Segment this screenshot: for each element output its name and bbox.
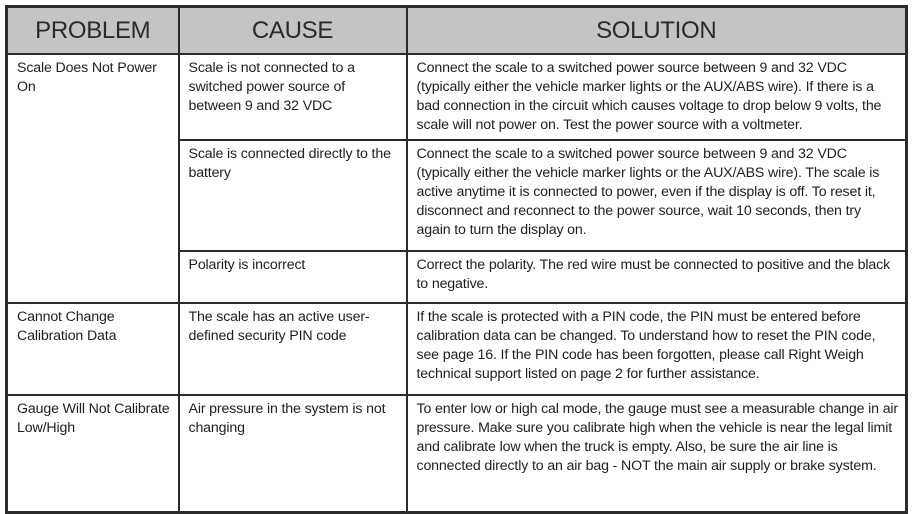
- cause-cell: The scale has an active user-defined security PIN code: [179, 303, 407, 395]
- table-row: [7, 395, 907, 513]
- header-problem: PROBLEM: [7, 7, 179, 55]
- cause-cell: Scale is not connected to a switched power source of between 9 and 32 VDC: [179, 54, 407, 140]
- solution-cell: Connect the scale to a switched power source between 9 and 32 VDC (typically either the vehicle marker lights or the AUX/ABS wire). If there is a bad connection in the circuit which causes voltage to drop below 9 volts, the scale will not power on. Test the power source with a voltmeter.: [407, 54, 907, 140]
- problem-cell: Cannot Change Calibration Data: [7, 303, 179, 395]
- cause-cell: Air pressure in the system is not changing: [179, 395, 407, 513]
- header-row: [7, 7, 907, 55]
- table-row: [7, 303, 907, 395]
- solution-cell: Connect the scale to a switched power source between 9 and 32 VDC (typically either the vehicle marker lights or the AUX/ABS wire). The scale is active anytime it is connected to power, even if the display is off. To reset it, disconnect and reconnect to the power source, wait 10 seconds, then try again to turn the display on.: [407, 140, 907, 251]
- header-cause: CAUSE: [179, 7, 407, 55]
- table-row: [7, 54, 907, 140]
- problem-cell: Gauge Will Not Calibrate Low/High: [7, 395, 179, 513]
- solution-cell: Correct the polarity. The red wire must be connected to positive and the black to negative.: [407, 251, 907, 303]
- solution-cell: If the scale is protected with a PIN code, the PIN must be entered before calibration data can be changed. To understand how to reset the PIN code, see page 16. If the PIN code has been forgotten, please call Right Weigh technical support listed on page 2 for further assistance.: [407, 303, 907, 395]
- cause-cell: Polarity is incorrect: [179, 251, 407, 303]
- header-solution: SOLUTION: [407, 7, 907, 55]
- cause-cell: Scale is connected directly to the battery: [179, 140, 407, 251]
- problem-cell: Scale Does Not Power On: [7, 54, 179, 303]
- troubleshooting-table: [5, 5, 908, 514]
- solution-cell: To enter low or high cal mode, the gauge must see a measurable change in air pressure. Make sure you calibrate high when the vehicle is near the legal limit and calibrate low when the truck is empty. Also, be sure the air line is connected directly to an air bag - NOT the main air supply or brake system.: [407, 395, 907, 513]
